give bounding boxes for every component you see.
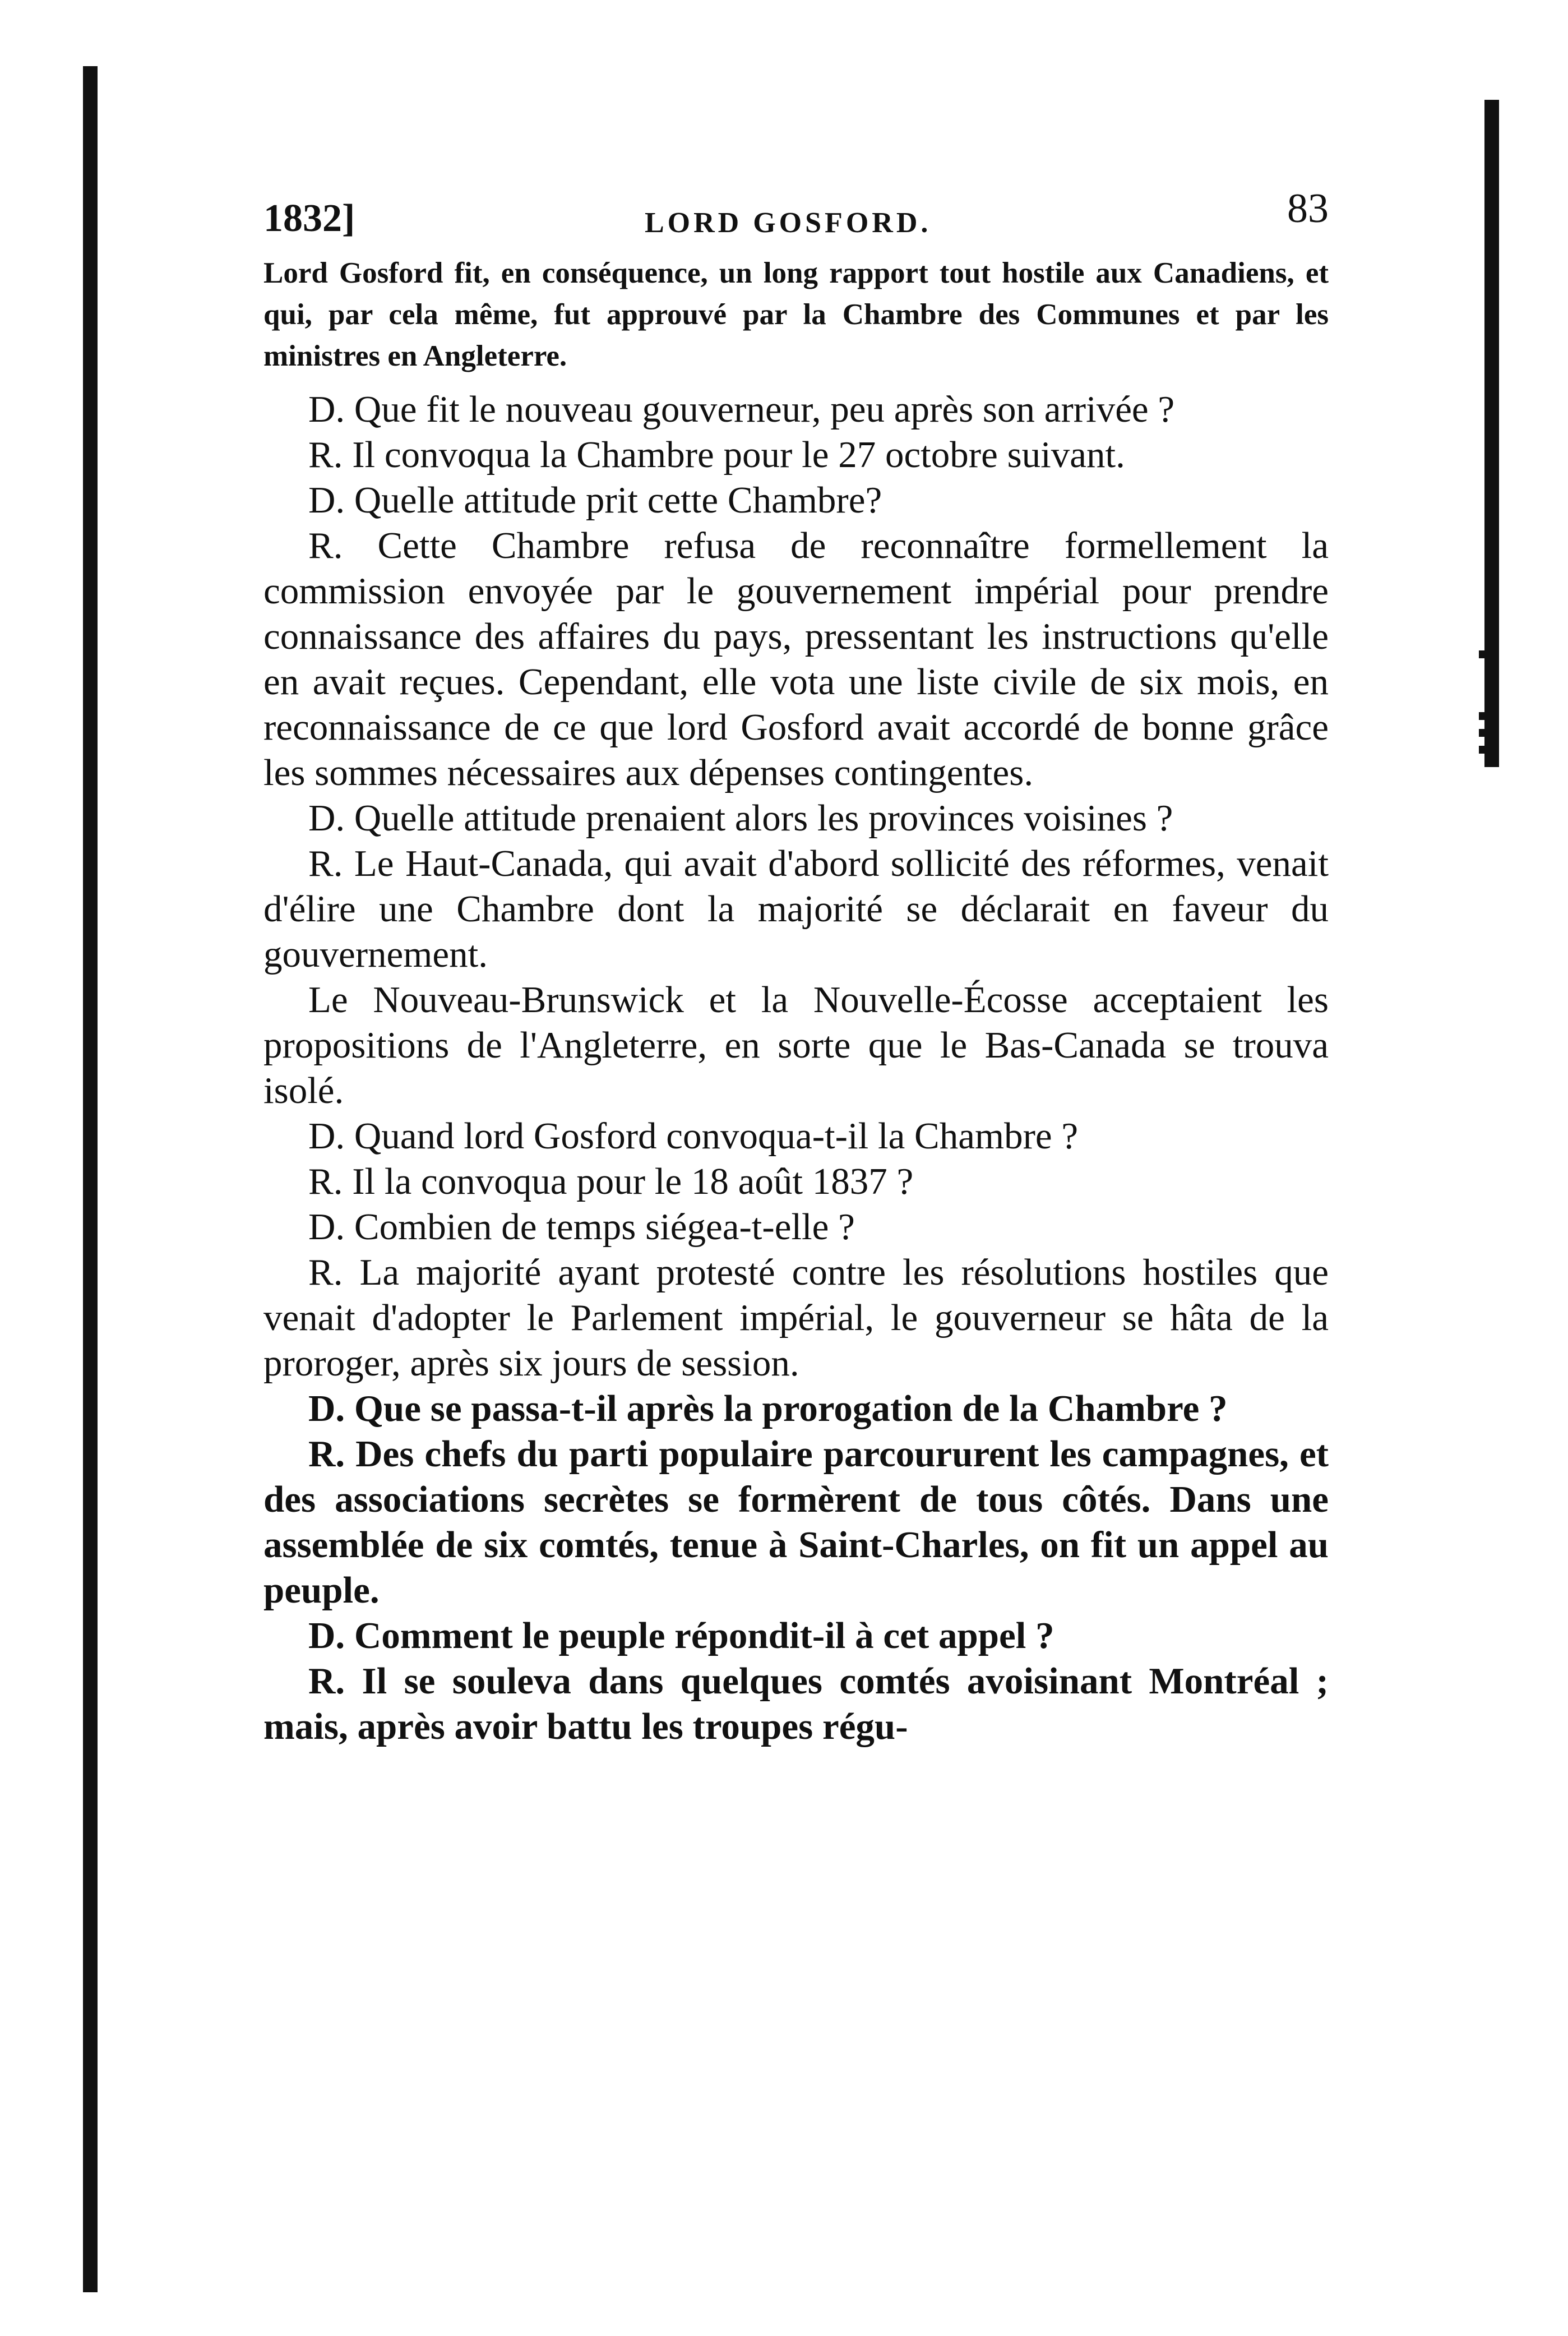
page-number: 83 [1287, 186, 1329, 232]
intro-paragraph: Lord Gosford fit, en conséquence, un long rapport tout hostile aux Canadiens, et qui, par cela même, fut approuvé par la Chambre des Communes et par les ministres en Angleterre. [263, 257, 1329, 372]
question-paragraph: D. Quelle attitude prenaient alors les provinces voisines ? [308, 797, 1173, 839]
book-page [263, 185, 1329, 1749]
right-scan-tick [1479, 729, 1491, 737]
running-header [263, 185, 1329, 247]
answer-continuation-paragraph: Le Nouveau-Brunswick et la Nouvelle-Écosse acceptaient les propositions de l'Angleterre, en sorte que le Bas-Canada se trouva isolé. [263, 979, 1329, 1111]
header-year: 1832] [263, 197, 355, 240]
question-paragraph: D. Que fit le nouveau gouverneur, peu après son arrivée ? [308, 389, 1175, 430]
answer-paragraph: R. La majorité ayant protesté contre les résolutions hostiles que venait d'adopter le Parlement impérial, le gouverneur se hâta de la proroger, après six jours de session. [263, 1252, 1329, 1384]
right-scan-tick [1479, 712, 1491, 720]
right-scan-tick [1479, 650, 1491, 658]
question-paragraph: D. Quelle attitude prit cette Chambre? [308, 479, 882, 521]
answer-paragraph: R. Cette Chambre refusa de reconnaître formellement la commission envoyée par le gouvernement impérial pour prendre connaissance des affaires du pays, pressentant les instructions qu'elle en avait reçues. Cependant, elle vota une liste civile de six mois, en reconnaissance de ce que lord Gosford avait accordé de bonne grâce les sommes nécessaires aux dépenses contingentes. [263, 525, 1329, 793]
question-paragraph: D. Combien de temps siégea-t-elle ? [308, 1206, 855, 1248]
header-title: LORD GOSFORD. [645, 207, 932, 239]
question-paragraph: D. Quand lord Gosford convoqua-t-il la Chambre ? [308, 1115, 1079, 1157]
right-scan-bar [1484, 100, 1499, 767]
right-scan-tick [1479, 746, 1491, 754]
answer-paragraph: R. Il convoqua la Chambre pour le 27 octobre suivant. [308, 434, 1125, 475]
question-paragraph: D. Que se passa-t-il après la prorogation de la Chambre ? [308, 1388, 1228, 1429]
question-paragraph: D. Comment le peuple répondit-il à cet appel ? [308, 1615, 1054, 1656]
left-scan-bar [83, 66, 98, 2292]
answer-paragraph: R. Il se souleva dans quelques comtés avoisinant Montréal ; mais, après avoir battu les troupes régu- [263, 1660, 1329, 1747]
answer-paragraph: R. Il la convoqua pour le 18 août 1837 ? [308, 1161, 914, 1202]
answer-paragraph: R. Le Haut-Canada, qui avait d'abord sollicité des réformes, venait d'élire une Chambre dont la majorité se déclarait en faveur du gouvernement. [263, 843, 1329, 975]
answer-paragraph: R. Des chefs du parti populaire parcoururent les campagnes, et des associations secrètes se formèrent de tous côtés. Dans une assemblée de six comtés, tenue à Saint-Charles, on fit un appel au peuple. [263, 1433, 1329, 1611]
